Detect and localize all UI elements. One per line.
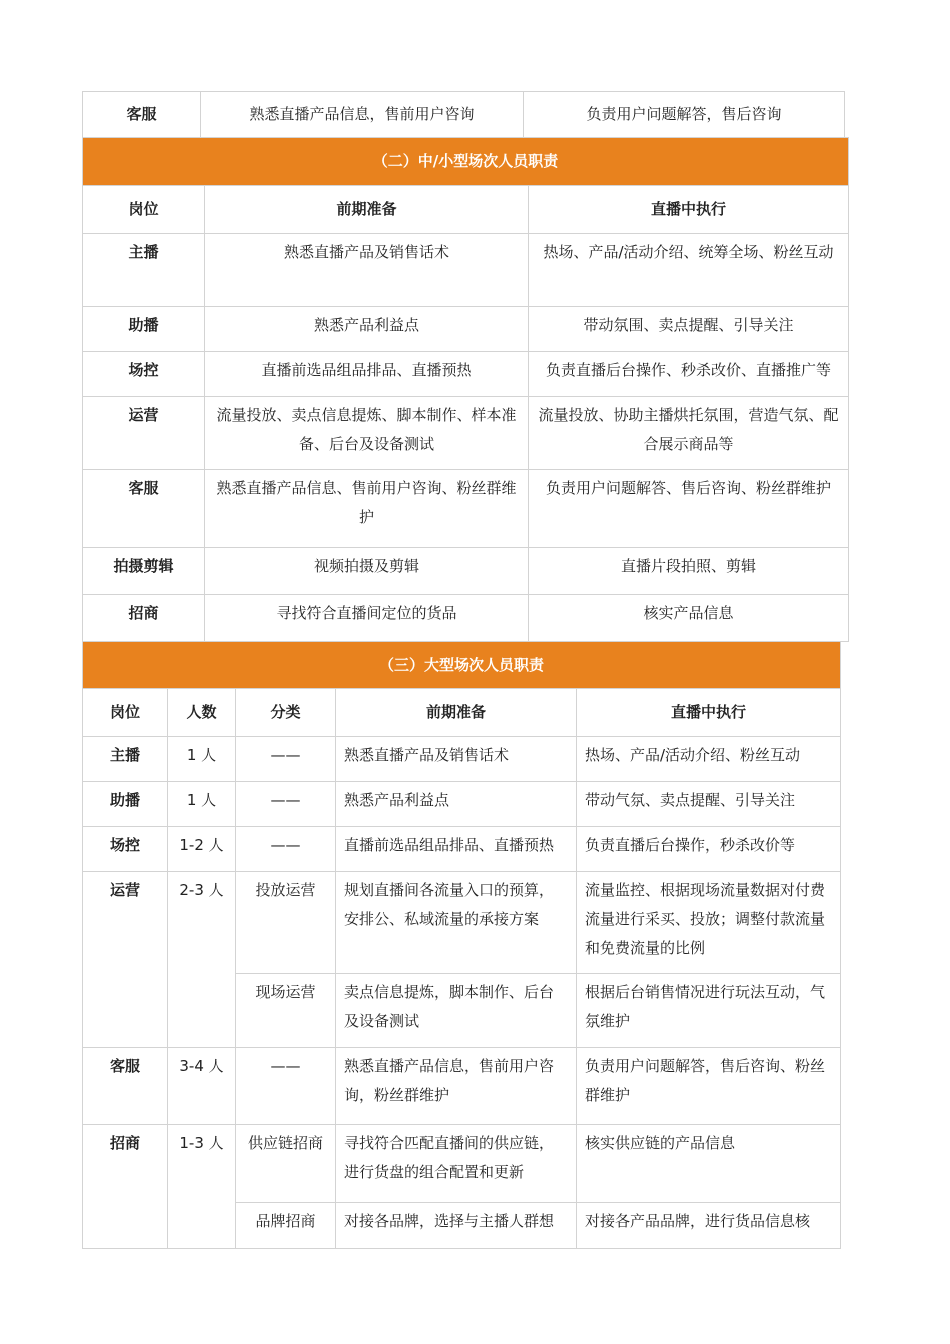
role-cell: 客服 [83,92,201,138]
category-cell: 投放运营 [236,872,336,974]
role-cell: 运营 [83,397,205,470]
exec-cell: 负责直播后台操作、秒杀改价、直播推广等 [529,352,849,397]
table-row [83,548,849,595]
role-cell: 助播 [83,307,205,352]
count-cell: 1-3 人 [168,1125,236,1249]
exec-cell: 流量投放、协助主播烘托氛围，营造气氛、配合展示商品等 [529,397,849,470]
header-count: 人数 [168,689,236,737]
table-row [83,1125,841,1203]
prep-cell: 熟悉直播产品信息，售前用户咨询 [201,92,524,138]
prep-cell: 直播前选品组品排品、直播预热 [205,352,529,397]
table-row [83,92,845,138]
table-row [83,234,849,307]
prep-cell: 流量投放、卖点信息提炼、脚本制作、样本准备、后台及设备测试 [205,397,529,470]
role-cell: 主播 [83,234,205,307]
count-cell: 1 人 [168,737,236,782]
category-cell: 供应链招商 [236,1125,336,1203]
role-cell: 场控 [83,827,168,872]
table-row [83,307,849,352]
exec-cell: 带动气氛、卖点提醒、引导关注 [577,782,841,827]
prep-cell: 熟悉直播产品信息，售前用户咨询，粉丝群维护 [336,1048,577,1125]
header-exec: 直播中执行 [577,689,841,737]
table-row [83,737,841,782]
exec-cell: 带动氛围、卖点提醒、引导关注 [529,307,849,352]
table-row [83,397,849,470]
prep-cell: 寻找符合直播间定位的货品 [205,595,529,642]
role-cell: 主播 [83,737,168,782]
header-role: 岗位 [83,689,168,737]
role-cell: 客服 [83,470,205,548]
prep-cell: 熟悉产品利益点 [336,782,577,827]
section-title: （二）中/小型场次人员职责 [83,138,849,186]
role-cell: 场控 [83,352,205,397]
table-row [83,782,841,827]
header-role: 岗位 [83,186,205,234]
table-row [83,872,841,974]
category-cell: —— [236,1048,336,1125]
prep-cell: 视频拍摄及剪辑 [205,548,529,595]
table-header-row [83,186,849,234]
table-row [83,352,849,397]
header-category: 分类 [236,689,336,737]
category-cell: —— [236,827,336,872]
count-cell: 3-4 人 [168,1048,236,1125]
top-table [82,91,845,138]
count-cell: 1-2 人 [168,827,236,872]
exec-cell: 负责用户问题解答，售后咨询、粉丝群维护 [577,1048,841,1125]
table-row [83,827,841,872]
prep-cell: 熟悉直播产品及销售话术 [205,234,529,307]
header-prep: 前期准备 [336,689,577,737]
category-cell: —— [236,737,336,782]
role-cell: 拍摄剪辑 [83,548,205,595]
category-cell: 现场运营 [236,974,336,1048]
exec-cell: 核实产品信息 [529,595,849,642]
exec-cell: 负责用户问题解答、售后咨询、粉丝群维护 [529,470,849,548]
header-prep: 前期准备 [205,186,529,234]
role-cell: 招商 [83,1125,168,1249]
exec-cell: 热场、产品/活动介绍、统筹全场、粉丝互动 [529,234,849,307]
prep-cell: 卖点信息提炼，脚本制作、后台及设备测试 [336,974,577,1048]
medium-session-table [82,137,849,642]
exec-cell: 负责直播后台操作，秒杀改价等 [577,827,841,872]
section-title: （三）大型场次人员职责 [83,642,841,689]
category-cell: 品牌招商 [236,1203,336,1249]
table-row [83,470,849,548]
header-exec: 直播中执行 [529,186,849,234]
role-cell: 运营 [83,872,168,1048]
table-header-row [83,689,841,737]
exec-cell: 负责用户问题解答，售后咨询 [524,92,845,138]
prep-cell: 熟悉直播产品信息、售前用户咨询、粉丝群维护 [205,470,529,548]
exec-cell: 对接各产品品牌，进行货品信息核 [577,1203,841,1249]
role-cell: 招商 [83,595,205,642]
prep-cell: 寻找符合匹配直播间的供应链，进行货盘的组合配置和更新 [336,1125,577,1203]
table-row [83,595,849,642]
exec-cell: 根据后台销售情况进行玩法互动，气氛维护 [577,974,841,1048]
prep-cell: 对接各品牌，选择与主播人群想 [336,1203,577,1249]
role-cell: 客服 [83,1048,168,1125]
exec-cell: 核实供应链的产品信息 [577,1125,841,1203]
prep-cell: 规划直播间各流量入口的预算，安排公、私域流量的承接方案 [336,872,577,974]
table-row [83,1048,841,1125]
prep-cell: 熟悉直播产品及销售话术 [336,737,577,782]
count-cell: 2-3 人 [168,872,236,1048]
category-cell: —— [236,782,336,827]
role-cell: 助播 [83,782,168,827]
large-session-table [82,641,841,1249]
prep-cell: 熟悉产品利益点 [205,307,529,352]
count-cell: 1 人 [168,782,236,827]
prep-cell: 直播前选品组品排品、直播预热 [336,827,577,872]
exec-cell: 热场、产品/活动介绍、粉丝互动 [577,737,841,782]
exec-cell: 流量监控、根据现场流量数据对付费流量进行采买、投放；调整付款流量和免费流量的比例 [577,872,841,974]
exec-cell: 直播片段拍照、剪辑 [529,548,849,595]
